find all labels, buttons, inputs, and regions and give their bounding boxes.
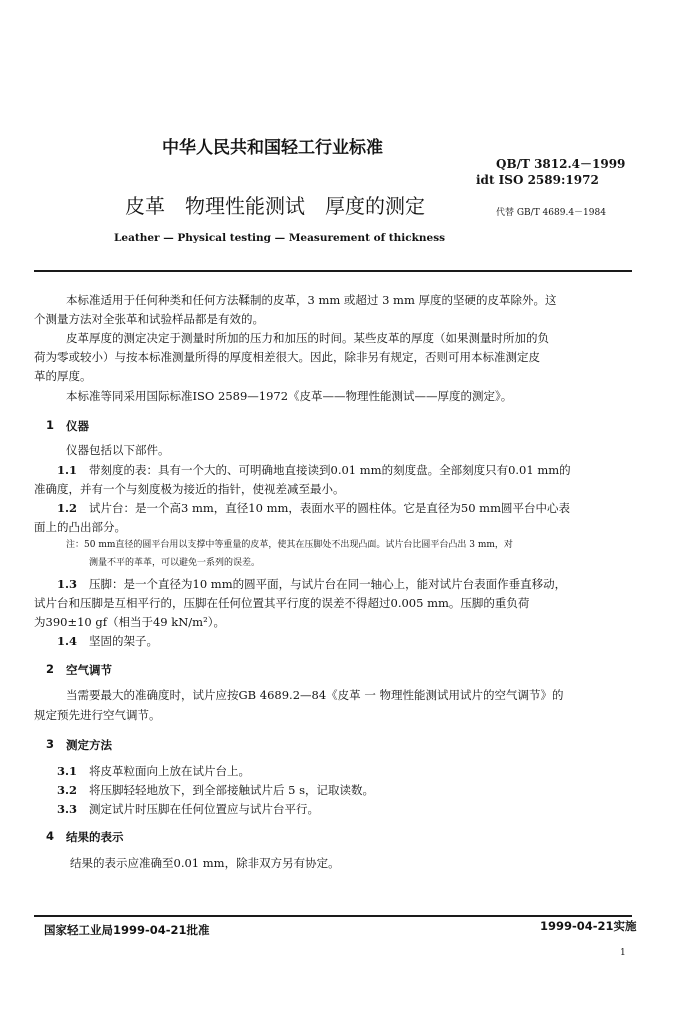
item-1-4-text: 坚固的架子。	[89, 634, 158, 648]
item-1-2-line-1: 试片台：是一个高3 mm，直径10 mm，表面水平的圆柱体。它是直径为50 mm圆平台中心表	[89, 501, 570, 515]
intro-paragraph-1-line-1: 本标准适用于任何种类和任何方法鞣制的皮革，3 mm 或超过 3 mm 厚度的坚硬的皮革除外。这	[66, 293, 557, 307]
idt-reference: idt ISO 2589:1972	[476, 173, 599, 187]
approval-note: 国家轻工业局1999-04-21批准	[44, 923, 210, 937]
item-1-2-note-line-2: 测量不平的革革，可以避免一系列的误差。	[89, 558, 261, 568]
section-3-number: 3	[46, 737, 55, 751]
intro-paragraph-2-line-3: 革的厚度。	[34, 369, 92, 383]
document-title-en: Leather — Physical testing — Measurement of thickness	[114, 232, 446, 244]
item-1-2-note-line-1: 注：50 mm直径的圆平台用以支撑中等重量的皮革，使其在压脚处不出现凸面。试片台比圆平台凸出 3 mm，对	[66, 540, 513, 550]
section-1-title: 仪器	[66, 419, 89, 433]
item-1-1-line-2: 准确度，并有一个与刻度极为接近的指针，使视差减至最小。	[34, 482, 345, 496]
page-number: 1	[620, 948, 626, 958]
section-4-number: 4	[46, 829, 55, 843]
section-3-title: 测定方法	[66, 738, 112, 752]
item-1-3-line-3: 为390±10 gf（相当于49 kN/m²）。	[34, 615, 225, 629]
section-2-line-1: 当需要最大的准确度时，试片应按GB 4689.2—84《皮革 一 物理性能测试用试片的空气调节》的	[66, 688, 564, 702]
standard-number: QB/T 3812.4－1999	[496, 157, 626, 171]
item-1-2-line-2: 面上的凸出部分。	[34, 520, 126, 534]
section-2-line-2: 规定预先进行空气调节。	[34, 708, 161, 722]
section-2-title: 空气调节	[66, 663, 112, 677]
intro-paragraph-2-line-2: 荷为零或较小）与按本标准测量所得的厚度相差很大。因此，除非另有规定，否则可用本标准测定皮	[34, 350, 540, 364]
intro-paragraph-1-line-2: 个测量方法对全张革和试验样品都是有效的。	[34, 312, 264, 326]
section-4-line-1: 结果的表示应准确至0.01 mm，除非双方另有协定。	[70, 856, 340, 870]
section-4-title: 结果的表示	[66, 830, 124, 844]
item-1-1-line-1: 带刻度的表：具有一个大的、可明确地直接读到0.01 mm的刻度盘。全部刻度只有0.01 mm的	[89, 463, 571, 477]
document-title-cn: 皮革 物理性能测试 厚度的测定	[125, 194, 425, 218]
effective-date: 1999-04-21实施	[540, 919, 637, 933]
item-1-2-number: 1.2	[57, 501, 78, 515]
item-1-3-line-2: 试片台和压脚是互相平行的，压脚在任何位置其平行度的误差不得超过0.005 mm。压脚的重负荷	[34, 596, 530, 610]
section-1-lead: 仪器包括以下部件。	[66, 443, 170, 457]
item-3-1-text: 将皮革粒面向上放在试片台上。	[89, 764, 250, 778]
item-3-3-text: 测定试片时压脚在任何位置应与试片台平行。	[89, 802, 319, 816]
item-3-1-number: 3.1	[57, 764, 78, 778]
item-3-2-text: 将压脚轻轻地放下，到全部接触试片后 5 s，记取读数。	[89, 783, 375, 797]
item-3-2-number: 3.2	[57, 783, 78, 797]
intro-paragraph-3: 本标准等同采用国际标准ISO 2589—1972《皮革——物理性能测试——厚度的测定》。	[66, 389, 513, 403]
item-1-3-line-1: 压脚：是一个直径为10 mm的圆平面，与试片台在同一轴心上，能对试片台表面作垂直移动，	[89, 577, 567, 591]
item-1-3-number: 1.3	[57, 577, 78, 591]
section-1-number: 1	[46, 418, 55, 432]
section-2-number: 2	[46, 662, 55, 676]
intro-paragraph-2-line-1: 皮革厚度的测定决定于测量时所加的压力和加压的时间。某些皮革的厚度（如果测量时所加的负	[66, 331, 549, 345]
standard-organization-title: 中华人民共和国轻工行业标准	[162, 138, 383, 158]
footer-divider	[34, 915, 632, 917]
item-1-4-number: 1.4	[57, 634, 78, 648]
replaces-note: 代替 GB/T 4689.4－1984	[496, 208, 606, 218]
header-divider	[34, 270, 632, 272]
item-1-1-number: 1.1	[57, 463, 78, 477]
item-3-3-number: 3.3	[57, 802, 78, 816]
